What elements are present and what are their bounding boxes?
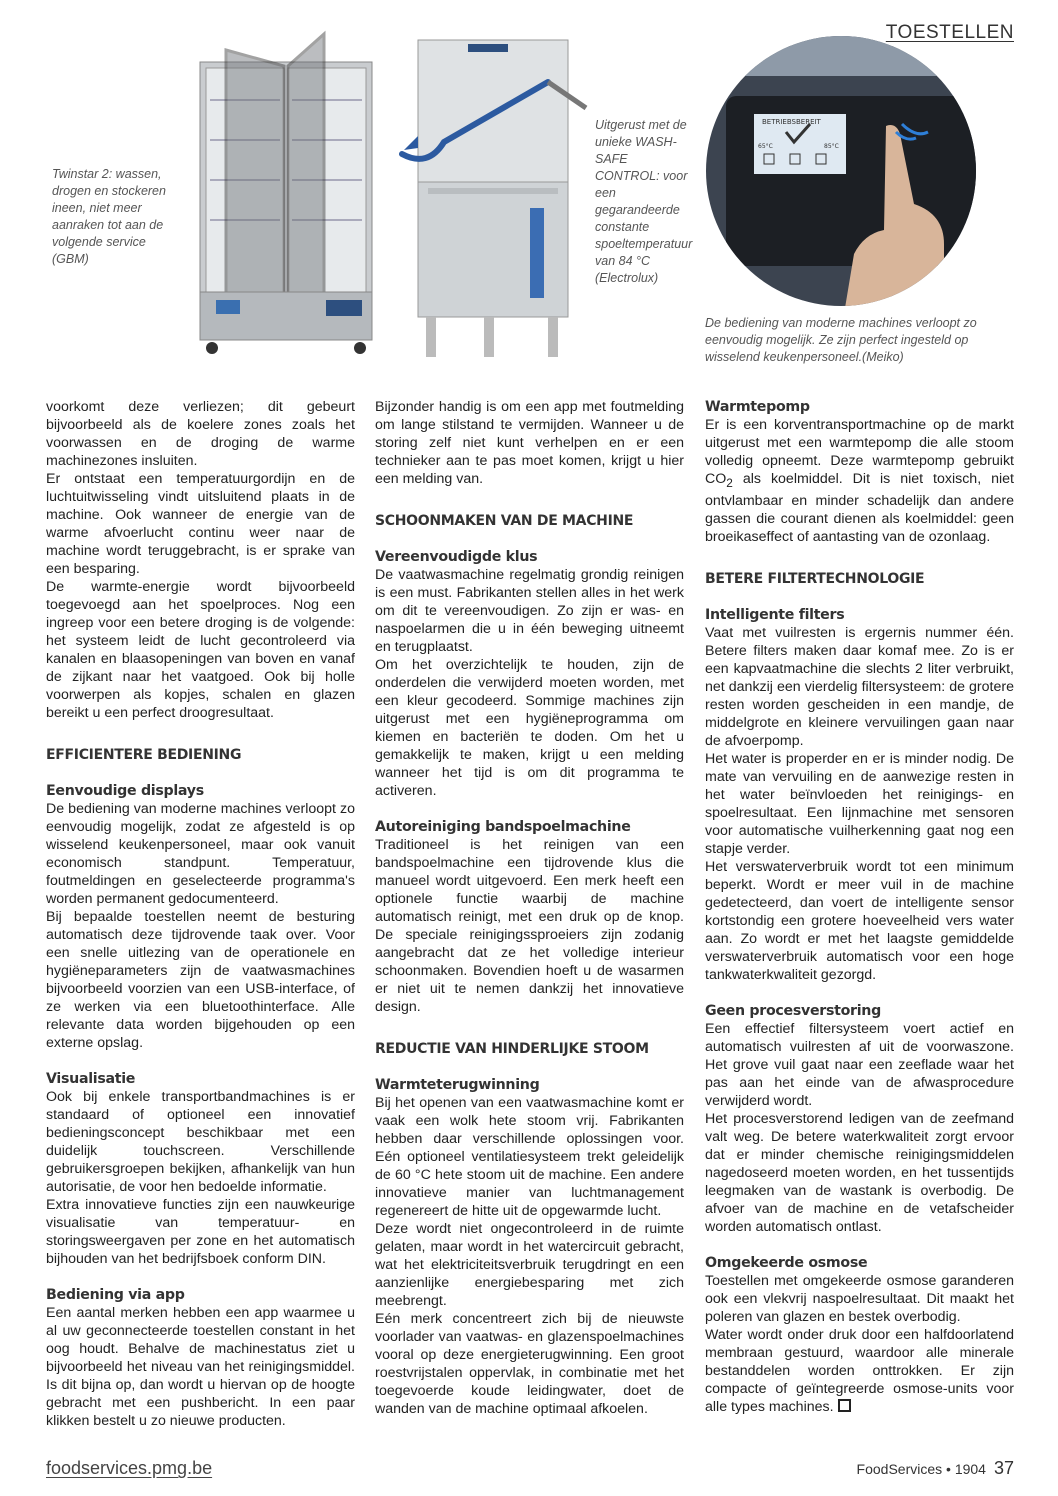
- paragraph: Eén merk concentreert zich bij de nieuwste voorlader van vaatwas- en glazenspoelmachines vooral op deze energieterugwinning. Een groot roestvrijstalen oppervlak, in combinatie met het toegevoerde koude leidingwater, doet de wanden van de machine optimaal afkoelen.: [375, 1311, 684, 1417]
- subheading-autoclean: Autoreiniging bandspoelmachine: [375, 819, 631, 835]
- subheading-process: Geen procesverstoring: [705, 1002, 881, 1019]
- subheading-heat-recovery: Warmteterugwinning: [375, 1077, 540, 1093]
- subheading-simple: Vereenvoudigde klus: [375, 549, 538, 565]
- paragraph: Ook bij enkele transportbandmachines is er standaard of optioneel een innovatief bedieningsconcept beschikbaar met een duidelijk touchscreen. Verschillende gebruikersgroepen bekijken, afhankelijk van hun autorisatie, de voor hen bedoelde informatie.: [46, 1089, 355, 1195]
- column-1: [46, 398, 355, 1430]
- column-2: [375, 398, 684, 1418]
- section-heading-steam: REDUCTIE VAN HINDERLIJKE STOOM: [375, 1041, 649, 1057]
- screen-temp-1: 65°C: [758, 143, 773, 150]
- column-3: [705, 398, 1014, 1416]
- meiko-caption: De bediening van moderne machines verloopt zo eenvoudig mogelijk. Ze zijn perfect ingesteld op wisselend keukenpersoneel.(Meiko): [705, 316, 977, 364]
- section-heading-efficient: EFFICIENTERE BEDIENING: [46, 747, 242, 763]
- end-of-article-icon: [838, 1399, 851, 1412]
- touch-display-photo: [706, 36, 976, 306]
- paragraph: De bediening van moderne machines verloopt zo eenvoudig mogelijk, zodat ze afgesteld is op wisselend keukenpersoneel, maar ook vanuit economisch standpunt. Temperatuur, foutmeldingen en geselecteerde programma's worden permanent gedocumenteerd.: [46, 801, 355, 907]
- paragraph: Om het overzichtelijk te houden, zijn de onderdelen die verwijderd moeten worden, met een kleur gecodeerd. Sommige machines zijn uitgerust met een hygiëneprogramma om kiemen en bacteriën te doden. Om het u gemakkelijk te maken, krijgt u een melding wanneer het tijd is om dit programma te activeren.: [375, 657, 684, 799]
- subheading-heatpump: Warmtepomp: [705, 399, 810, 415]
- paragraph: Vaat met vuilresten is ergernis nummer één. Betere filters maken daar komaf mee. Zo is er een kapvaatmachine die slechts 2 liter verbruikt, net dankzij een vierdelig filtersysteem: de grotere resten worden gescheiden in een mandje, de middelgrote en kleinere vervuilingen gaan naar de afvoerpomp.: [705, 624, 1014, 749]
- paragraph: Het water is properder en er is minder nodig. De mate van vervuiling en de aanwezige resten in het water beïnvloeden het reinigings- en spoelresultaat. Een lijnmachine met sensoren voor automatische vuilherkenning gaat nog een stapje verder.: [705, 750, 1014, 857]
- paragraph: Water wordt onder druk door een halfdoorlatend membraan gestuurd, waardoor alle minerale bestanddelen worden onttrokken. Er zijn compacte of geïntegreerde osmose-units voor alle types machines.: [705, 1326, 1014, 1415]
- paragraph: Er is een korventransportmachine op de markt uitgerust met een warmtepomp die alle stoom volledig opneemt. Deze warmtepomp gebruikt $CO_2$ als koelmiddel. Dit is niet toxisch, niet ontvlambaar en minder schadelijk dan andere gassen die courant dienen als koelmiddel: geen broeikaseffect of aantasting van de ozonlaag.: [705, 417, 1014, 545]
- electrolux-caption: Uitgerust met de unieke WASH-SAFE CONTROL: voor een gegarandeerde constante spoeltemperatuur van 84 °C (Electrolux): [595, 118, 693, 285]
- paragraph: Een aantal merken hebben een app waarmee u al uw geconnecteerde toestellen constant in het oog houdt. Behalve de machinestatus ziet u bijvoorbeeld het niveau van het reinigingsmiddel. Is dit bijna op, dan wordt u hiervan op de hoogte gebracht met een pushbericht. In een paar klikken bestelt u zo nieuwe producten.: [46, 1305, 355, 1429]
- paragraph: Een effectief filtersysteem voert actief en automatisch vuilresten af uit de voorwaszone. Het grove vuil gaat naar een zeeflade waar het pas aan het einde van de afwasprocedure verwijderd wordt.: [705, 1020, 1014, 1109]
- screen-title: BETRIEBSBEREIT: [762, 118, 821, 126]
- page-footer: [857, 1458, 1014, 1479]
- paragraph: Extra innovatieve functies zijn een nauwkeurige visualisatie van temperatuur- en storingsweergaven per zone en het automatisch bijhouden van het bedrijfsboek conform DIN.: [46, 1197, 355, 1267]
- paragraph: Bijzonder handig is om een app met foutmelding om lange stilstand te vermijden. Wanneer u de storing zelf niet kunt verhelpen en er een technieker aan te pas moet komen, krijgt u hier een melding van.: [375, 399, 684, 487]
- subheading-displays: Eenvoudige displays: [46, 783, 204, 799]
- twinstar-caption: Twinstar 2: wassen, drogen en stockeren ineen, niet meer aanraken tot aan de volgende service (GBM): [52, 167, 166, 266]
- paragraph: Er ontstaat een temperatuurgordijn en de luchtuitwisseling vindt uitsluitend plaats in de machine. Ook wanneer de energie van de warme afvoerlucht continu weer naar de machine wordt teruggebracht, is er sprake van een besparing.: [46, 471, 355, 577]
- paragraph: Het procesverstorend ledigen van de zeefmand valt weg. De betere waterkwaliteit zorgt ervoor dat er minder chemische reinigingsmiddelen nagedoseerd moeten worden, en het tussentijds leegmaken van de wastank is overbodig. De afvoer van de machine en de vetafscheider worden automatisch ontlast.: [705, 1110, 1014, 1235]
- hood-dishwasher-photo: [398, 38, 593, 363]
- subheading-osmosis: Omgekeerde osmose: [705, 1254, 868, 1271]
- section-heading-cleaning: SCHOONMAKEN VAN DE MACHINE: [375, 513, 634, 529]
- subheading-visualisation: Visualisatie: [46, 1071, 136, 1087]
- paragraph: voorkomt deze verliezen; dit gebeurt bijvoorbeeld als de koelere zones zoals het voorwassen en de droging de warme machinezones insluiten.: [46, 399, 355, 469]
- paragraph: De vaatwasmachine regelmatig grondig reinigen is een must. Fabrikanten stellen alles in het werk om dit te vereenvoudigen. Zo zijn er was- en naspoelarmen die u in één beweging uitneemt en terugplaatst.: [375, 567, 684, 655]
- section-tag: TOESTELLEN: [885, 22, 1014, 43]
- screen-temp-2: 85°C: [824, 143, 839, 150]
- subheading-intelligent-filters: Intelligente filters: [705, 606, 845, 623]
- paragraph: Het verswaterverbruik wordt tot een minimum beperkt. Wordt er meer vuil in de machine gedetecteerd, dan voert de intelligente sensor kortstondig een grotere hoeveelheid vers water aan. Zo wordt er met het laagste gemiddelde verswaterverbruik automatisch voor een hoge tankwaterkwaliteit gezorgd.: [705, 858, 1014, 983]
- paragraph: Deze wordt niet ongecontroleerd in de ruimte gelaten, maar wordt in het watercircuit gebracht, wat het elektriciteitsverbruik terugdringt en een aanzienlijke energiebesparing met zich meebrengt.: [375, 1221, 684, 1309]
- paragraph: Bij het openen van een vaatwasmachine komt er vaak een wolk hete stoom vrij. Fabrikanten hebben daar verschillende oplossingen voor. Eén optioneel ventilatiesysteem trekt geleidelijk de 60 °C hete stoom uit de machine. Een andere innovatieve manier van luchtmanagement regenereert de hitte uit de opgewarmde lucht.: [375, 1095, 684, 1219]
- issue-label: FoodServices • 1904: [856, 1461, 986, 1477]
- page-number: 37: [993, 1458, 1014, 1478]
- twinstar-photo: [196, 30, 376, 356]
- section-heading-filter: BETERE FILTERTECHNOLOGIE: [705, 570, 925, 587]
- website-link[interactable]: foodservices.pmg.be: [46, 1458, 213, 1478]
- subheading-app: Bediening via app: [46, 1287, 185, 1303]
- paragraph: De warmte-energie wordt bijvoorbeeld toegevoegd aan het spoelproces. Nog een ingreep voor een betere droging is de volgende: het systeem leidt de lucht gecontroleerd via kanalen en blaasopeningen van boven en vanaf de zijkant naar het vaatgoed. Ook bij holle voorwerpen als kopjes, schalen en glazen bereikt u een perfect droogresultaat.: [46, 579, 355, 721]
- paragraph: Traditioneel is het reinigen van een bandspoelmachine een tijdrovende klus die manueel wordt uitgevoerd. Een merk heeft een optionele functie waarbij de machine automatisch reinigt, met een druk op de knop. De speciale reinigingssproeiers zijn zodanig aangebracht dat ze het volledige interieur schoonmaken. Bovendien hoeft u de wasarmen er niet uit te nemen dankzij het innovatieve design.: [375, 837, 684, 1015]
- paragraph: Bij bepaalde toestellen neemt de besturing automatisch deze tijdrovende taak over. Voor een snelle uitlezing van de operationele en hygiëneparameters zijn de vaatwasmachines bijvoorbeeld voorzien van een USB-interface, of ze werken via een bluetoothinterface. Alle relevante data worden bijgehouden op een externe opslag.: [46, 909, 355, 1051]
- paragraph: Toestellen met omgekeerde osmose garanderen ook een vlekvrij naspoelresultaat. Dit maakt het poleren van glazen en bestek overbodig.: [705, 1272, 1014, 1325]
